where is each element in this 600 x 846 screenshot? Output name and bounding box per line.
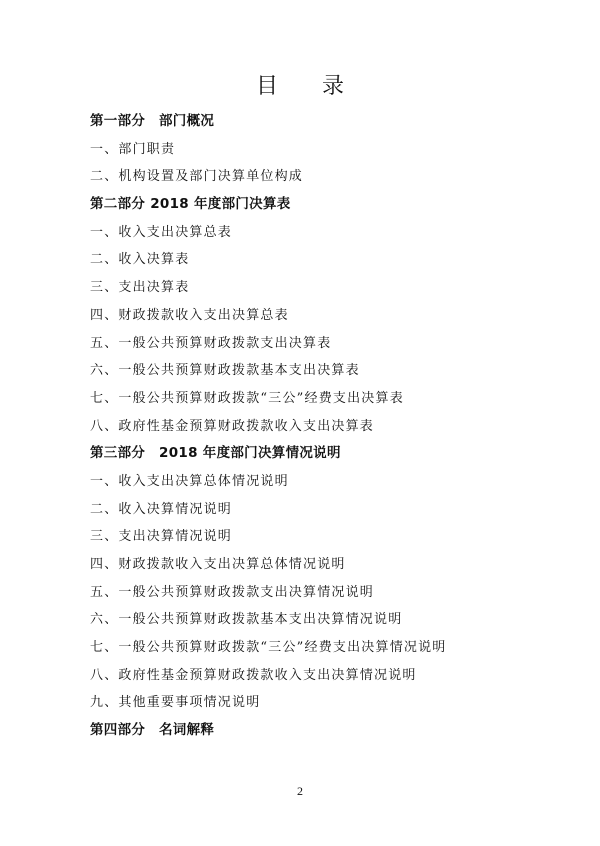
toc-part-1: 第一部分 部门概况 (90, 113, 215, 129)
toc-item: 一、收入支出决算总体情况说明 (90, 473, 289, 489)
table-of-contents (90, 108, 560, 745)
toc-item: 三、支出决算情况说明 (90, 529, 233, 545)
toc-part-3: 第三部分 2018 年度部门决算情况说明 (90, 445, 341, 462)
toc-item: 六、一般公共预算财政拨款基本支出决算情况说明 (90, 612, 403, 628)
toc-item: 九、其他重要事项情况说明 (90, 695, 261, 711)
toc-item: 六、一般公共预算财政拨款基本支出决算表 (90, 363, 360, 379)
toc-item: 四、财政拨款收入支出决算总体情况说明 (90, 557, 346, 572)
toc-item: 四、财政拨款收入支出决算总表 (90, 307, 289, 323)
toc-item: 一、部门职责 (90, 141, 176, 157)
toc-item: 一、收入支出决算总表 (90, 224, 233, 240)
toc-item: 二、机构设置及部门决算单位构成 (90, 169, 304, 185)
toc-item: 五、一般公共预算财政拨款支出决算表 (90, 335, 332, 351)
toc-part-2: 第二部分 2018 年度部门决算表 (90, 196, 291, 213)
page-number: 2 (297, 784, 303, 798)
toc-item: 三、支出决算表 (90, 280, 190, 296)
toc-item: 二、收入决算情况说明 (90, 501, 233, 517)
toc-item: 二、收入决算表 (90, 252, 190, 268)
toc-item: 七、一般公共预算财政拨款“三公”经费支出决算情况说明 (90, 640, 447, 656)
toc-item: 七、一般公共预算财政拨款“三公”经费支出决算表 (90, 390, 404, 406)
page-title: 目 录 (255, 74, 344, 99)
toc-item: 八、政府性基金预算财政拨款收入支出决算情况说明 (90, 667, 417, 683)
toc-item: 八、政府性基金预算财政拨款收入支出决算表 (90, 418, 375, 434)
toc-part-4: 第四部分 名词解释 (90, 722, 215, 739)
toc-item: 五、一般公共预算财政拨款支出决算情况说明 (90, 584, 375, 600)
